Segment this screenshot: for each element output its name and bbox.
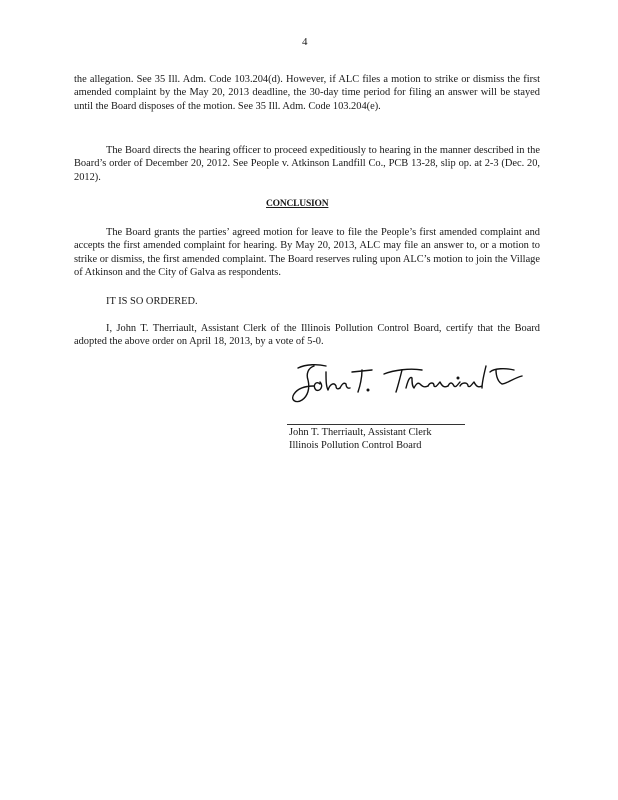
signature-line	[287, 424, 465, 425]
order-statement: IT IS SO ORDERED.	[106, 296, 198, 307]
handwritten-signature	[284, 358, 534, 408]
paragraph-certification: I, John T. Therriault, Assistant Clerk of the Illinois Pollution Control Board, certify that the Board adopted the above order on April 18, 2013, by a vote of 5-0.	[74, 323, 540, 348]
signer-name: John T. Therriault, Assistant Clerk	[289, 427, 432, 438]
signer-organization: Illinois Pollution Control Board	[289, 440, 422, 451]
signature-graphic	[284, 358, 534, 408]
page-number: 4	[302, 36, 308, 48]
paragraph-allegation: the allegation. See 35 Ill. Adm. Code 103.204(d). However, if ALC files a motion to strike or dismiss the first amended complaint by the May 20, 2013 deadline, the 30-day time period for filing an answer will be stayed until the Board disposes of the motion. See 35 Ill. Adm. Code 103.204(e).	[74, 74, 540, 112]
paragraph-conclusion: The Board grants the parties’ agreed motion for leave to file the People’s first amended complaint and accepts the first amended complaint for hearing. By May 20, 2013, ALC may file an answer to, or a motion to strike or dismiss, the first amended complaint. The Board reserves ruling upon ALC’s motion to join the Village of Atkinson and the City of Galva as respondents.	[74, 227, 540, 279]
section-heading-conclusion: CONCLUSION	[266, 199, 329, 209]
paragraph-hearing-officer: The Board directs the hearing officer to proceed expeditiously to hearing in the manner described in the Board’s order of December 20, 2012. See People v. Atkinson Landfill Co., PCB 13-28, slip op. at 2-3 (Dec. 20, 2012).	[74, 145, 540, 183]
